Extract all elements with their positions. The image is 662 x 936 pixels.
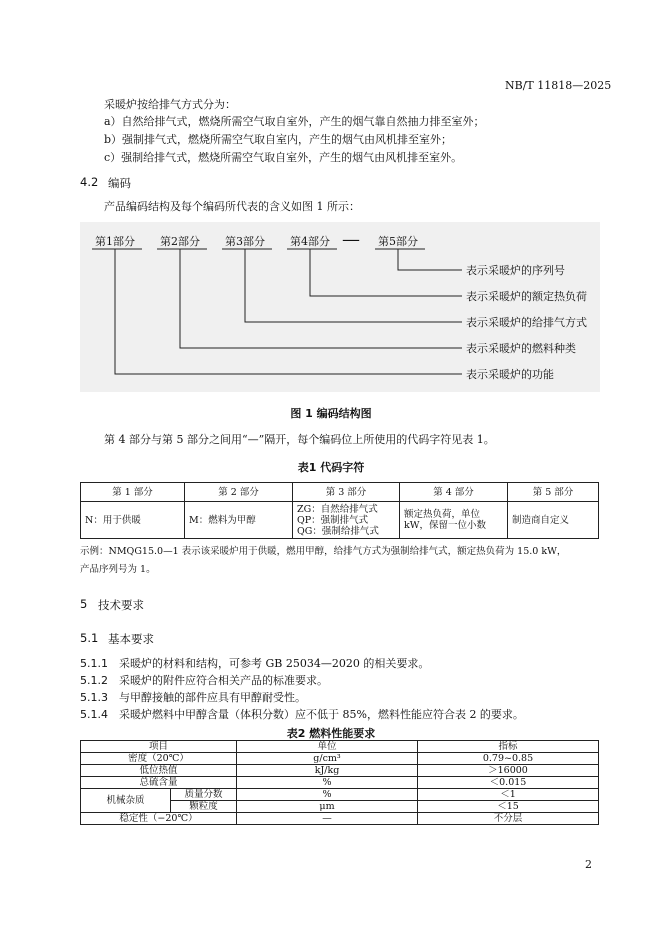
part-5-label: 第5部分: [378, 235, 418, 248]
table1-cell-part1: N：用于供暖: [81, 502, 185, 539]
table1-cell-part5: 制造商自定义: [508, 502, 599, 539]
table2-row-mass-fraction-item: 质量分数: [171, 789, 237, 801]
intro-item-a: a）自然给排气式，燃烧所需空气取自室外，产生的烟气靠自然抽力排至室外；: [104, 115, 485, 128]
table2-row-sulfur-unit: %: [237, 777, 418, 789]
clause-5-1-4-text: 采暖炉燃料中甲醇含量（体积分数）应不低于 85%，燃料性能应符合表 2 的要求。: [119, 708, 524, 721]
clause-5-1-3-text: 与甲醇接触的部件应具有甲醇耐受性。: [119, 691, 306, 704]
table1-header-3: 第 3 部分: [293, 483, 400, 502]
connector-part-1: [115, 249, 462, 374]
part4-line-1: 额定热负荷，单位: [404, 509, 481, 520]
meaning-function: 表示采暖炉的功能: [466, 368, 554, 381]
table1-header-5: 第 5 部分: [508, 483, 599, 502]
table1-header-4: 第 4 部分: [400, 483, 508, 502]
table-2-caption: 表2 燃料性能要求: [286, 727, 376, 740]
meaning-flue-type: 表示采暖炉的给排气方式: [466, 316, 587, 329]
section-4-2-text: 产品编码结构及每个编码所代表的含义如图 1 所示：: [104, 200, 360, 213]
code-qg: QG：强制给排气式: [297, 525, 379, 537]
coding-structure-figure: [80, 222, 600, 392]
table1-cell-part2: M：燃料为甲醇: [185, 502, 293, 539]
intro-item-b: b）强制排气式，燃烧所需空气取自室内，产生的烟气由风机排至室外；: [104, 133, 453, 146]
clause-5-1-1-text: 采暖炉的材料和结构，可参考 GB 25034—2020 的相关要求。: [119, 657, 430, 670]
part4-line-2: kW，保留一位小数: [404, 520, 487, 531]
section-4-2-title: 编码: [108, 176, 131, 190]
section-5-1-number: 5.1: [80, 631, 99, 645]
clause-5-1-1-number: 5.1.1: [80, 657, 108, 670]
table2-header-value: 指标: [418, 741, 599, 753]
section-5-1-title: 基本要求: [108, 632, 154, 646]
table2-group-impurities: 机械杂质: [81, 789, 171, 813]
table2-row-density-value: 0.79~0.85: [418, 753, 599, 765]
example-line-1: 示例：NMQG15.0—1 表示该采暖炉用于供暖，燃用甲醇，给排气方式为强制给排气式，额定热负荷为 15.0 kW，: [80, 546, 567, 557]
table2-header-item: 项目: [81, 741, 237, 753]
table2-row-density-item: 密度（20℃）: [81, 753, 237, 765]
table2-row-heat-value-item: 低位热值: [81, 765, 237, 777]
meaning-fuel-type: 表示采暖炉的燃料种类: [466, 342, 576, 355]
page-number: 2: [585, 858, 592, 871]
standard-number: NB/T 11818—2025: [505, 79, 612, 92]
clause-5-1-2-text: 采暖炉的附件应符合相关产品的标准要求。: [119, 674, 328, 687]
clause-5-1-4-number: 5.1.4: [80, 708, 108, 721]
part-2-label: 第2部分: [160, 235, 200, 248]
part-3-label: 第3部分: [225, 235, 265, 248]
table1-header-2: 第 2 部分: [185, 483, 293, 502]
part-1-label: 第1部分: [95, 235, 135, 248]
table2-row-heat-value-unit: kJ/kg: [237, 765, 418, 777]
table2-row-heat-value-value: ＞16000: [418, 765, 599, 777]
after-figure-text: 第 4 部分与第 5 部分之间用“—”隔开，每个编码位上所使用的代码字符见表 1。: [104, 433, 495, 446]
table2-row-particle-size-unit: μm: [237, 801, 418, 813]
coding-structure-diagram: [80, 222, 600, 392]
table2-row-mass-fraction-value: ＜1: [418, 789, 599, 801]
connector-part-5: [398, 249, 462, 270]
connector-part-3: [245, 249, 462, 322]
table2-row-stability-item: 稳定性（−20℃）: [81, 813, 237, 825]
connector-part-4: [310, 249, 462, 296]
table2-row-mass-fraction-unit: %: [237, 789, 418, 801]
clause-5-1-3-number: 5.1.3: [80, 691, 108, 704]
connector-part-2: [180, 249, 462, 348]
intro-lead: 采暖炉按给排气方式分为：: [104, 98, 236, 111]
table2-row-particle-size-item: 颗粒度: [171, 801, 237, 813]
table1-header-1: 第 1 部分: [81, 483, 185, 502]
part-4-label: 第4部分: [290, 235, 330, 248]
table-1-caption: 表1 代码字符: [297, 461, 365, 474]
section-5-title: 技术要求: [98, 598, 144, 612]
table2-row-sulfur-value: ＜0.015: [418, 777, 599, 789]
section-4-2-number: 4.2: [80, 175, 99, 189]
table2-row-sulfur-item: 总硫含量: [81, 777, 237, 789]
table1-cell-part3: [293, 502, 400, 539]
table2-row-particle-size-value: ＜15: [418, 801, 599, 813]
meaning-serial: 表示采暖炉的序列号: [466, 264, 565, 277]
intro-item-c: c）强制给排气式，燃烧所需空气取自室外，产生的烟气由风机排至室外。: [104, 151, 463, 164]
table2-header-unit: 单位: [237, 741, 418, 753]
section-5-number: 5: [80, 597, 88, 611]
code-qp: QP：强制排气式: [297, 514, 369, 526]
table-2-fuel-requirements: [80, 740, 599, 825]
table2-row-stability-unit: —: [237, 813, 418, 825]
table2-row-density-unit: g/cm³: [237, 753, 418, 765]
table1-cell-part4: [400, 502, 508, 539]
part-separator-dash: —: [342, 229, 360, 250]
clause-5-1-2-number: 5.1.2: [80, 674, 108, 687]
figure-1-caption: 图 1 编码结构图: [290, 407, 372, 420]
table2-row-stability-value: 不分层: [418, 813, 599, 825]
code-zg: ZG：自然给排气式: [297, 503, 378, 515]
example-line-2: 产品序列号为 1。: [80, 564, 156, 575]
meaning-heat-load: 表示采暖炉的额定热负荷: [466, 290, 587, 303]
table-1-code-characters: [80, 482, 599, 539]
